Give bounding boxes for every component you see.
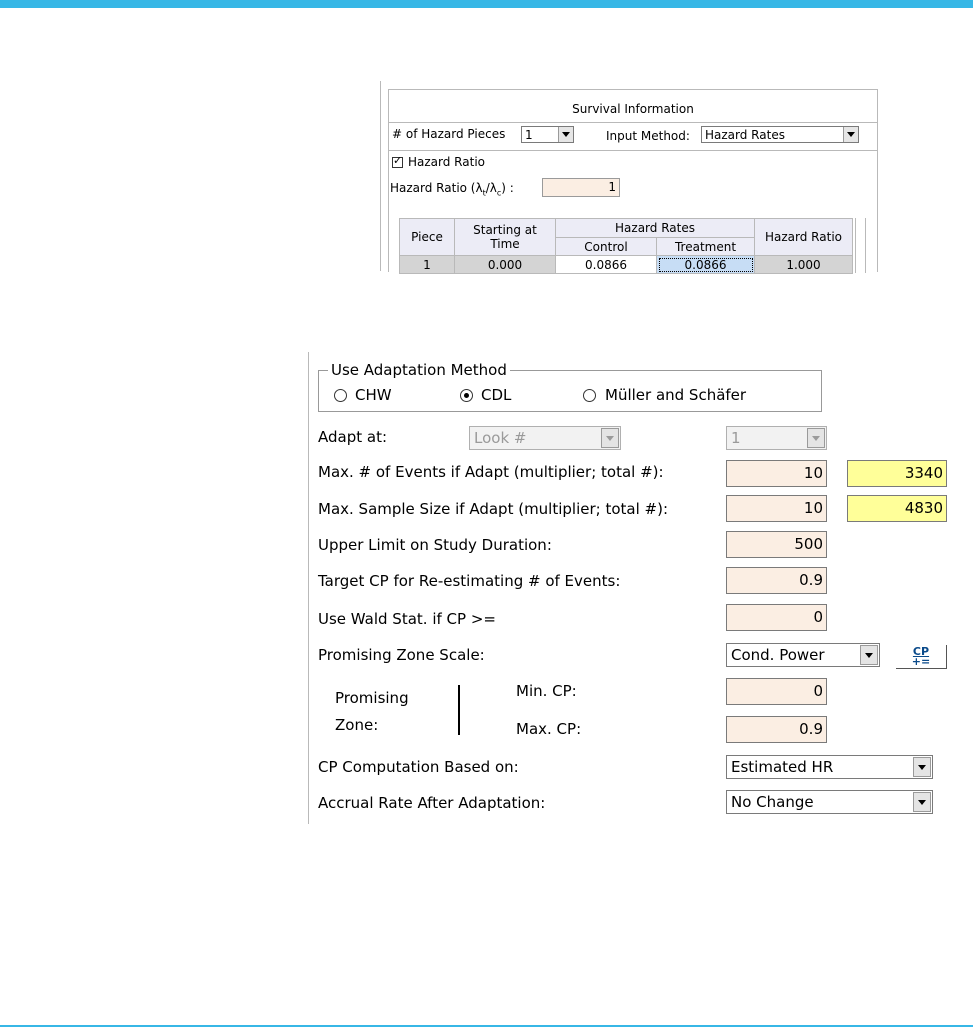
min-cp-input[interactable]: 0 bbox=[726, 678, 827, 705]
cp-based-select[interactable] bbox=[726, 755, 933, 779]
method-cdl-label[interactable]: CDL bbox=[481, 386, 512, 404]
col-start-1: Starting at bbox=[473, 223, 537, 237]
cp-based-label: CP Computation Based on: bbox=[318, 758, 519, 776]
divider bbox=[389, 122, 877, 123]
chevron-down-icon[interactable] bbox=[601, 428, 619, 448]
hazard-ratio-input[interactable]: 1 bbox=[542, 178, 620, 197]
top-accent-bar bbox=[0, 0, 973, 8]
table-row bbox=[400, 256, 853, 274]
cell-ratio[interactable]: 1.000 bbox=[755, 256, 853, 274]
col-hazard-rates: Hazard Rates bbox=[556, 219, 755, 238]
promising-zone-label-2: Zone: bbox=[335, 716, 379, 734]
survival-title: Survival Information bbox=[572, 102, 694, 116]
upper-limit-label: Upper Limit on Study Duration: bbox=[318, 536, 552, 554]
survival-information-panel bbox=[380, 81, 880, 271]
max-sample-multiplier-input[interactable]: 10 bbox=[726, 495, 827, 522]
promising-zone-bracket bbox=[458, 685, 460, 735]
col-start-2: Time bbox=[490, 237, 520, 251]
accrual-value: No Change bbox=[731, 793, 814, 811]
chevron-down-icon[interactable] bbox=[860, 645, 878, 665]
adapt-at-label: Adapt at: bbox=[318, 428, 388, 446]
cell-control[interactable]: 0.0866 bbox=[556, 256, 657, 274]
survival-information-group bbox=[388, 89, 878, 272]
min-cp-label: Min. CP: bbox=[516, 682, 577, 700]
hazard-table bbox=[399, 218, 853, 274]
cell-start[interactable]: 0.000 bbox=[455, 256, 556, 274]
hr-label-close: ) : bbox=[501, 181, 514, 195]
hr-label-text: Hazard Ratio (λ bbox=[390, 181, 483, 195]
max-cp-input[interactable]: 0.9 bbox=[726, 716, 827, 743]
table-scrollbar[interactable] bbox=[855, 218, 866, 273]
method-chw-label[interactable]: CHW bbox=[355, 386, 392, 404]
hr-sub-t: t bbox=[482, 188, 486, 198]
panel-divider bbox=[308, 352, 309, 824]
wald-stat-label: Use Wald Stat. if CP >= bbox=[318, 610, 496, 628]
adapt-at-select[interactable] bbox=[469, 426, 621, 450]
adaptation-method-legend: Use Adaptation Method bbox=[328, 361, 510, 379]
cp-based-value: Estimated HR bbox=[731, 758, 834, 776]
hazard-ratio-checkbox-label: Hazard Ratio bbox=[408, 155, 485, 169]
wald-stat-input[interactable]: 0 bbox=[726, 604, 827, 631]
cp-calculator-button[interactable] bbox=[896, 645, 947, 669]
input-method-select[interactable] bbox=[701, 126, 859, 143]
divider bbox=[389, 150, 877, 151]
promising-zone-label-1: Promising bbox=[335, 689, 409, 707]
target-cp-input[interactable]: 0.9 bbox=[726, 567, 827, 594]
chevron-down-icon[interactable] bbox=[913, 757, 931, 777]
hazard-pieces-select[interactable] bbox=[521, 126, 574, 143]
radio-muller-schafer[interactable] bbox=[583, 389, 596, 402]
hazard-pieces-label: # of Hazard Pieces bbox=[392, 127, 506, 141]
col-treatment: Treatment bbox=[657, 238, 755, 256]
col-piece: Piece bbox=[400, 219, 455, 256]
hazard-pieces-value: 1 bbox=[525, 128, 533, 142]
col-starting-time bbox=[455, 219, 556, 256]
chevron-down-icon[interactable] bbox=[843, 127, 858, 142]
hazard-ratio-field-label bbox=[390, 181, 514, 197]
input-method-value: Hazard Rates bbox=[705, 128, 785, 142]
adaptation-panel bbox=[308, 352, 968, 824]
panel-divider bbox=[380, 81, 381, 271]
cell-piece[interactable]: 1 bbox=[400, 256, 455, 274]
adapt-at-look-select[interactable] bbox=[726, 426, 827, 450]
pz-scale-value: Cond. Power bbox=[731, 646, 825, 664]
adapt-at-value: Look # bbox=[474, 429, 527, 447]
accrual-select[interactable] bbox=[726, 790, 933, 814]
pz-scale-select[interactable] bbox=[726, 643, 880, 667]
chevron-down-icon[interactable] bbox=[807, 428, 825, 448]
hr-sub-c: c bbox=[496, 188, 502, 198]
bottom-accent-line bbox=[0, 1025, 973, 1027]
max-sample-total-field: 4830 bbox=[847, 495, 947, 522]
adapt-at-look-value: 1 bbox=[731, 429, 741, 447]
max-cp-label: Max. CP: bbox=[516, 720, 582, 738]
accrual-label: Accrual Rate After Adaptation: bbox=[318, 794, 546, 812]
col-control: Control bbox=[556, 238, 657, 256]
col-hazard-ratio: Hazard Ratio bbox=[755, 219, 853, 256]
hazard-ratio-checkbox[interactable] bbox=[392, 157, 403, 168]
cp-button-top: CP bbox=[912, 645, 930, 658]
chevron-down-icon[interactable] bbox=[913, 792, 931, 812]
max-sample-label: Max. Sample Size if Adapt (multiplier; total #): bbox=[318, 500, 669, 518]
cp-button-bottom: += bbox=[911, 655, 931, 668]
max-events-total-field: 3340 bbox=[847, 460, 947, 487]
radio-chw[interactable] bbox=[334, 389, 347, 402]
chevron-down-icon[interactable] bbox=[558, 127, 573, 142]
target-cp-label: Target CP for Re-estimating # of Events: bbox=[318, 572, 621, 590]
cell-treatment[interactable]: 0.0866 bbox=[657, 256, 755, 274]
method-muller-label[interactable]: Müller and Schäfer bbox=[605, 386, 747, 404]
hr-label-slash: /λ bbox=[485, 181, 497, 195]
radio-cdl[interactable] bbox=[460, 389, 473, 402]
input-method-label: Input Method: bbox=[606, 129, 690, 143]
upper-limit-input[interactable]: 500 bbox=[726, 531, 827, 558]
max-events-multiplier-input[interactable]: 10 bbox=[726, 460, 827, 487]
pz-scale-label: Promising Zone Scale: bbox=[318, 646, 485, 664]
max-events-label: Max. # of Events if Adapt (multiplier; total #): bbox=[318, 463, 664, 481]
